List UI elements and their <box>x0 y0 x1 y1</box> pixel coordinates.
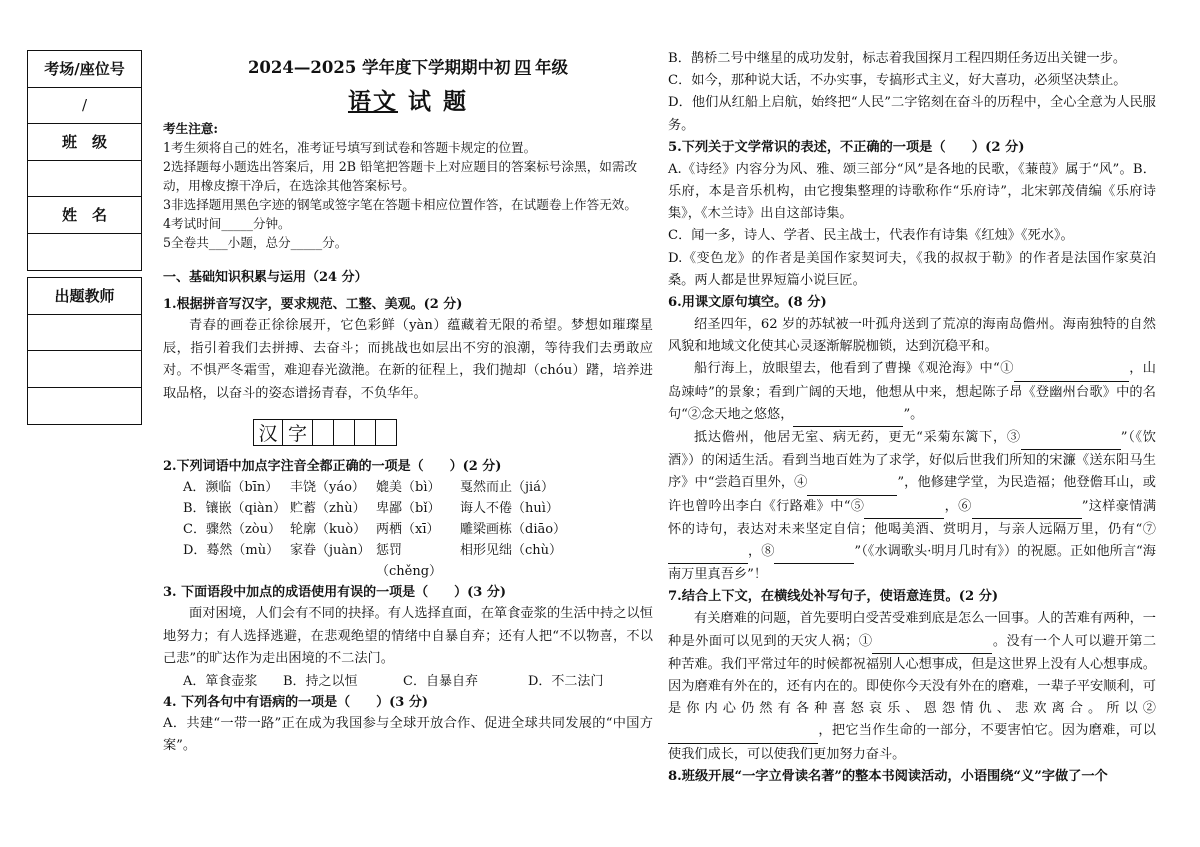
name-label: 姓 名 <box>28 197 141 234</box>
option-word: 雕梁画栋（diāo） <box>460 522 567 537</box>
option-word: 轮廓（kuò） <box>290 522 367 537</box>
q7-stem: 7.结合上下文，在横线处补写句子，使语意连贯。(2 分) <box>668 589 999 605</box>
class-label: 班 级 <box>28 124 141 161</box>
option-word: 两栖（xī） <box>376 522 440 537</box>
blank-5[interactable] <box>864 496 944 519</box>
q6-text: ”。 <box>903 406 924 422</box>
blank-6[interactable] <box>972 496 1082 519</box>
q6-para-2 <box>668 358 1156 427</box>
blank-2[interactable] <box>793 404 903 427</box>
blank-q7-1[interactable] <box>872 631 992 654</box>
q6-text: ，⑧ <box>748 544 775 560</box>
option-word: C．骤然（zòu） <box>183 522 281 537</box>
blank-3[interactable] <box>1021 427 1121 450</box>
title-suffix: 年级 <box>535 58 569 77</box>
teacher-row-1[interactable] <box>28 315 141 352</box>
grid-cell[interactable] <box>376 419 397 446</box>
q4-option-a: A．共建“一带一路”正在成为我国参与全球开放合作、促进全球共同发展的“中国方案”。 <box>163 715 653 753</box>
q2-stem: 2.下列词语中加点字注音全都正确的一项是（ ）(2 分) <box>163 459 502 474</box>
q6-text: 船行海上，放眼望去，他看到了曹操《观沧海》中“① <box>694 361 1014 377</box>
q4-option-c: C．如今，那种说大话，不办实事，专搞形式主义，好大喜功，必须坚决禁止。 <box>668 73 1127 89</box>
name-value[interactable] <box>28 234 141 271</box>
option-word: D．蓦然（mù） <box>183 543 280 558</box>
subject-suffix: 试 题 <box>408 88 469 115</box>
q7-text-part: 。没有一个人可以避开第二种苦难。我们平常过年的时候都祝福别人心想事成，但是这世界上没有人心想事成。因为磨难有外在的，还有内在的。即使你今天没有外在的磨难，一辈子平安顺利，可是你内心仍然有各种喜怒哀乐、恩怨情仇、悲欢离合。所以② <box>668 633 1157 717</box>
q7-text-part: ，把它当作生命的一部分，不要害怕它。因为磨难，可以使我们成长，可以使我们更加努力奋斗。 <box>668 723 1156 762</box>
teacher-row-2[interactable] <box>28 351 141 388</box>
q3-options <box>163 671 653 692</box>
notice-item: 1考生须将自己的姓名，准考证号填写到试卷和答题卡规定的位置。 <box>163 140 537 155</box>
subject-title <box>163 85 653 119</box>
grid-cell[interactable] <box>334 419 355 446</box>
seat-value[interactable]: / <box>28 88 141 125</box>
option-word: 戛然而止（jiá） <box>460 480 554 495</box>
q5-option-d: D.《变色龙》的作者是美国作家契诃夫，《我的叔叔于勒》的作者是法国作家莫泊桑。两人都是世界短篇小说巨匠。 <box>668 250 1156 288</box>
q6-text: ”这样豪情满怀的诗句，表达对未来坚定自信；他喝美酒、赏明月，与亲人远隔万里，仍有“⑦ <box>668 498 1157 537</box>
option-word: 卑鄙（bǐ） <box>376 501 441 516</box>
option-word: 相形见绌（chù） <box>460 543 563 558</box>
q7-text-part: 有关磨难的问题，首先要明白受苦受难到底是怎么一回事。人的苦难有两种，一种是外面可以见到的天灾人祸；① <box>668 611 1156 649</box>
option-word: 贮蓄（zhù） <box>290 501 366 516</box>
notice-item: 2选择题每小题选出答案后，用 2B 铅笔把答题卡上对应题目的答案标号涂黑，如需改动，用橡皮擦干净后，在选涂其他答案标号。 <box>163 159 638 193</box>
q1-text: 青春的画卷正徐徐展开，它色彩鲜（yàn）蕴藏着无限的希望。梦想如璀璨星辰，指引着我们去拼搏、去奋斗；而挑战也如层出不穷的浪潮，等待我们去勇敢应对。不惧严冬霜雪，难迎春光潋滟。在新的征程上，我们抛却（chóu）躇，培养进取品格，以奋斗的姿态谱扬青春，不负华年。 <box>163 318 653 401</box>
notice-heading: 考生注意: <box>163 121 219 136</box>
notice-item: 3非选择题用黑色字迹的钢笔或签字笔在答题卡相应位置作答，在试题卷上作答无效。 <box>163 197 637 212</box>
q6-text: ，山岛竦峙”的景象；看到广阔的天地，他想从中来，想起陈子昂《登幽州台歌》中的名句“②念天地之悠悠， <box>668 361 1156 422</box>
option-word: 媲美（bì） <box>376 480 441 495</box>
option-word: 惩罚（chěng） <box>376 543 443 579</box>
q2-option-b <box>163 498 653 519</box>
option-c: C．自暴自弃 <box>403 673 478 689</box>
section-heading: 一、基础知识积累与运用（24 分） <box>163 270 368 285</box>
q6-text: ”（《饮酒》）的闲适生活。看到当地百姓为了求学，好似后世我们所知的宋濂《送东阳马生序》中“尝趋百里外，④ <box>668 430 1156 491</box>
q2-option-d <box>163 540 653 582</box>
q8-stem: 8.班级开展“一字立骨读名著”的整本书阅读活动，小语围绕“义”字做了一个 <box>668 768 1108 784</box>
option-a: A．箪食壶浆 <box>183 673 258 689</box>
blank-1[interactable] <box>1014 358 1129 381</box>
notice-item: 4考试时间_____分钟。 <box>163 216 291 231</box>
blank-7[interactable] <box>668 541 748 564</box>
grade-value: 四 <box>514 58 532 77</box>
q6-para-3 <box>668 427 1156 586</box>
option-word: 诲人不倦（huì） <box>460 501 559 516</box>
grid-cell[interactable] <box>313 419 334 446</box>
teacher-row-3[interactable] <box>28 388 141 425</box>
q4-stem: 4. 下列各句中有语病的一项是（ ）(3 分) <box>163 694 428 710</box>
q4-option-d: D．他们从红船上启航，始终把“人民”二字铭刻在奋斗的历程中，全心全意为人民服务。 <box>668 95 1156 133</box>
q6-text: ”（《水调歌头·明月几时有》）的祝愿。正如他所言“海南万里真吾乡”！ <box>668 544 1156 583</box>
teacher-box <box>27 277 142 425</box>
subject-name: 语文 <box>347 88 398 115</box>
seat-label: 考场/座位号 <box>28 51 141 88</box>
student-info-box <box>27 50 142 271</box>
teacher-label: 出题教师 <box>28 278 141 315</box>
notice-item: 5全卷共___小题，总分_____分。 <box>163 235 348 250</box>
left-column <box>163 55 653 758</box>
q4-option-b: B．鹊桥二号中继星的成功发射，标志着我国探月工程四期任务迈出关键一步。 <box>668 51 1127 66</box>
q6-para-1: 绍圣四年，62 岁的苏轼被一叶孤舟送到了荒凉的海南岛儋州。海南独特的自然风貌和地域文化使其心灵逐渐解脱枷锁，达到沉稳平和。 <box>668 317 1156 355</box>
q6-stem: 6.用课文原句填空。(8 分) <box>668 295 827 311</box>
q6-text: ”，他修建学堂，为民造福；他登儋耳山，或许也曾吟出李白《行路难》中“⑤ <box>668 475 1156 514</box>
blank-q7-2[interactable] <box>668 720 818 743</box>
option-word: A．濒临（bīn） <box>183 480 279 495</box>
q7-text <box>668 608 1156 765</box>
blank-4[interactable] <box>807 472 897 495</box>
option-word: 家眷（juàn） <box>290 543 371 558</box>
class-value[interactable] <box>28 161 141 198</box>
q2-option-c <box>163 519 653 540</box>
grid-cell: 字 <box>283 419 313 446</box>
grid-cell[interactable] <box>355 419 376 446</box>
q3-text: 面对困境，人们会有不同的抉择。有人选择直面，在箪食壶浆的生活中持之以恒地努力；有人选择逃避，在悲观绝望的情绪中自暴自弃；还有人把“不以物喜，不以己悲”的旷达作为走出困境的不二法门。 <box>163 606 653 666</box>
option-d: D．不二法门 <box>528 673 604 689</box>
option-word: B．镶嵌（qiàn） <box>183 501 287 516</box>
right-column <box>668 48 1156 788</box>
blank-8[interactable] <box>774 541 854 564</box>
title-prefix: 2024—2025 学年度下学期期中初 <box>247 58 511 77</box>
option-b: B．持之以恒 <box>283 673 358 689</box>
writing-grid[interactable] <box>253 419 653 446</box>
option-word: 丰饶（yáo） <box>290 480 365 495</box>
exam-title <box>163 55 653 81</box>
q1-stem: 1.根据拼音写汉字，要求规范、工整、美观。(2 分) <box>163 297 463 312</box>
grid-cell: 汉 <box>253 419 283 446</box>
q6-text: 抵达儋州，他居无室、病无药，更无“采菊东篱下，③ <box>694 430 1021 446</box>
q5-option-c: C．闻一多，诗人、学者、民主战士，代表作有诗集《红烛》《死水》。 <box>668 228 1074 244</box>
info-sidebar <box>27 50 142 425</box>
q5-stem: 5.下列关于文学常识的表述，不正确的一项是（ ）(2 分) <box>668 139 1025 155</box>
q3-stem: 3. 下面语段中加点的成语使用有误的一项是（ ）(3 分) <box>163 585 506 600</box>
q6-text: ，⑥ <box>944 498 972 514</box>
q5-option-a: A.《诗经》内容分为风、雅、颂三部分“风”是各地的民歌，《蒹葭》属于“风”。B．乐府，本是音乐机构，由它搜集整理的诗歌称作“乐府诗”，北宋郭茂倩编《乐府诗集》，《木兰诗》出自这部诗集。 <box>668 161 1156 222</box>
q2-option-a <box>163 477 653 498</box>
